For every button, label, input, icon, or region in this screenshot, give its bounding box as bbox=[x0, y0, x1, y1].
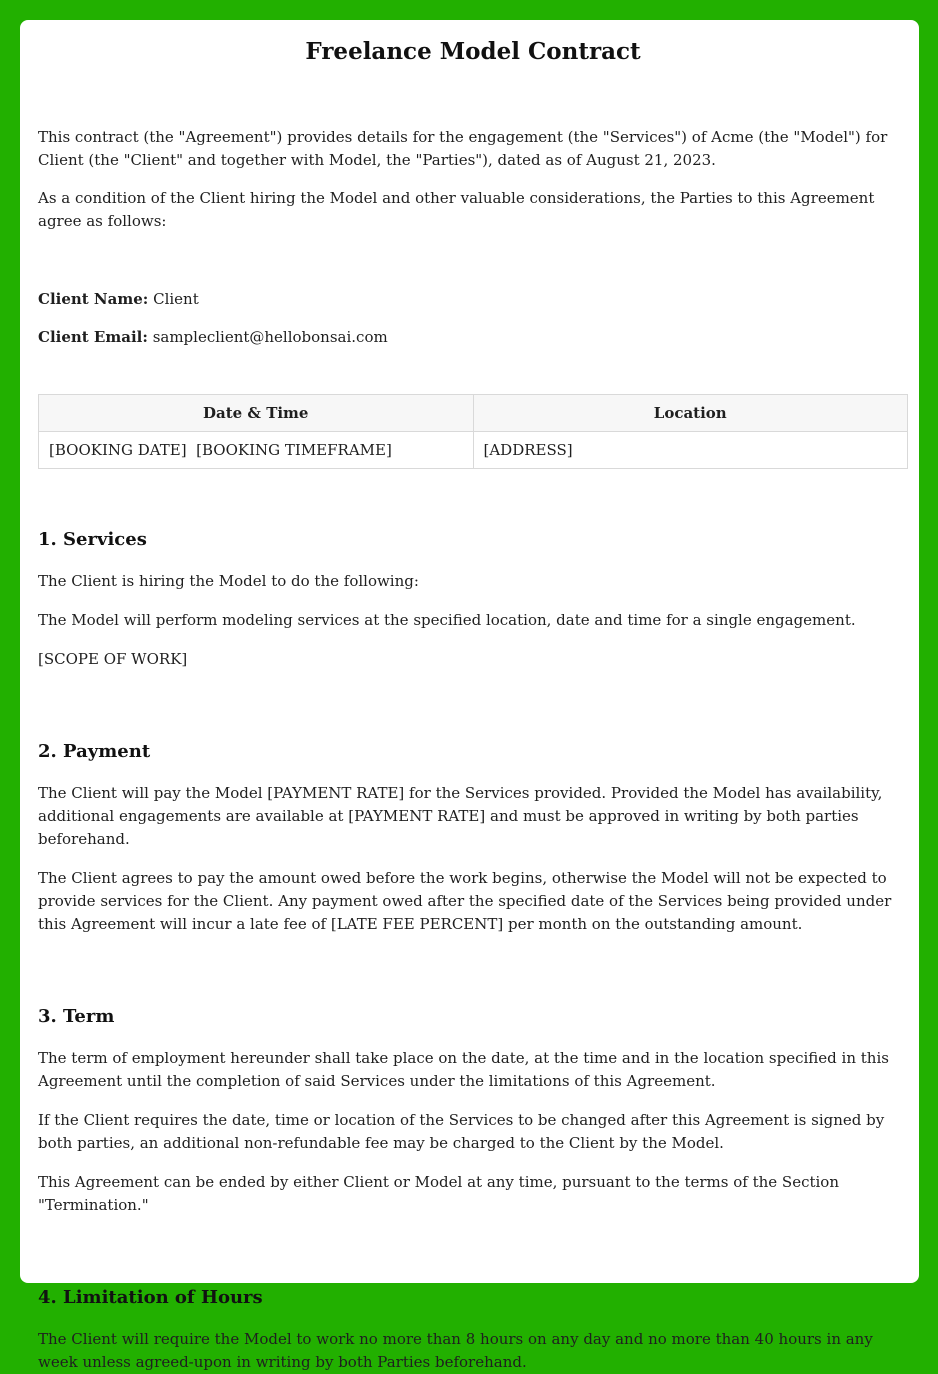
term-paragraph: If the Client requires the date, time or location of the Services to be changed after this Agreement is signed by both parties, an additional non-refundable fee may be charged to the Client by the Model. bbox=[38, 1111, 885, 1152]
term-paragraph: The term of employment hereunder shall take place on the date, at the time and in the location specified in this Agreement until the completion of said Services under the limitations of this Agreement. bbox=[38, 1049, 889, 1090]
booking-date-time-cell: [BOOKING DATE] [BOOKING TIMEFRAME] bbox=[39, 432, 474, 469]
intro-paragraph: This contract (the "Agreement") provides details for the engagement (the "Services") of Acme (the "Model") for Client (the "Client" and together with Model, the "Parties"), dated as of August 21, 2023. bbox=[38, 128, 888, 169]
section-heading-payment: 2. Payment bbox=[38, 741, 151, 762]
intro-condition-paragraph: As a condition of the Client hiring the Model and other valuable considerations, the Parties to this Agreement agree as follows: bbox=[38, 189, 875, 230]
services-scope-placeholder: [SCOPE OF WORK] bbox=[38, 650, 188, 668]
booking-location-cell: [ADDRESS] bbox=[473, 432, 908, 469]
client-email-label: Client Email: bbox=[38, 328, 148, 346]
section-heading-limitation-of-hours: 4. Limitation of Hours bbox=[38, 1287, 263, 1308]
booking-table bbox=[38, 394, 908, 469]
section-heading-term: 3. Term bbox=[38, 1006, 115, 1027]
contract-page bbox=[20, 20, 919, 1371]
booking-table-header-row bbox=[39, 395, 908, 432]
payment-paragraph: The Client agrees to pay the amount owed before the work begins, otherwise the Model will not be expected to provide services for the Client. Any payment owed after the specified date of the Services being provided under this Agreement will incur a late fee of [LATE FEE PERCENT] per month on the outstanding amount. bbox=[38, 869, 892, 933]
payment-paragraph: The Client will pay the Model [PAYMENT RATE] for the Services provided. Provided the Model has availability, additional engagements are available at [PAYMENT RATE] and must be approved in writing by both parties beforehand. bbox=[38, 784, 883, 848]
booking-header-location: Location bbox=[473, 395, 908, 432]
client-name-label: Client Name: bbox=[38, 290, 149, 308]
section-heading-services: 1. Services bbox=[38, 529, 147, 550]
page-title: Freelance Model Contract bbox=[305, 38, 641, 65]
client-name-line bbox=[38, 288, 908, 311]
term-paragraph: This Agreement can be ended by either Client or Model at any time, pursuant to the terms of the Section "Termination." bbox=[38, 1173, 839, 1214]
contract-content bbox=[20, 20, 919, 1374]
table-row bbox=[39, 432, 908, 469]
services-paragraph: The Client is hiring the Model to do the following: bbox=[38, 572, 419, 590]
client-name-value: Client bbox=[153, 290, 199, 308]
client-email-line bbox=[38, 326, 908, 349]
limitation-paragraph: The Client will require the Model to work no more than 8 hours on any day and no more than 40 hours in any week unless agreed-upon in writing by both Parties beforehand. bbox=[38, 1330, 873, 1371]
services-paragraph: The Model will perform modeling services at the specified location, date and time for a single engagement. bbox=[38, 611, 856, 629]
booking-header-date-time: Date & Time bbox=[39, 395, 474, 432]
client-email-value: sampleclient@hellobonsai.com bbox=[152, 328, 388, 346]
